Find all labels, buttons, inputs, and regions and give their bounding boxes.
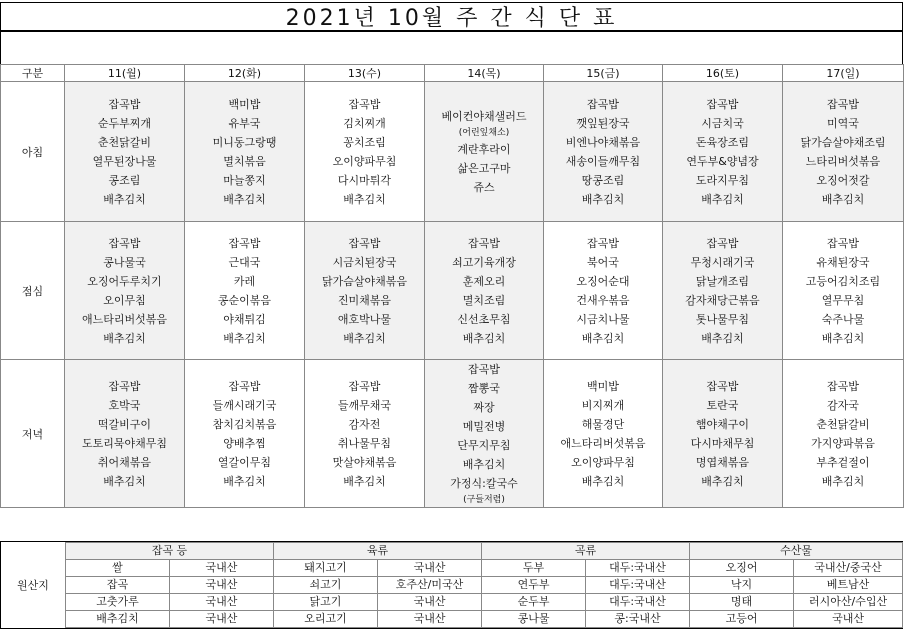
origin-group: 육류 (274, 543, 482, 560)
origin-item: 오리고기 (274, 611, 378, 628)
menu-item: 감자전 (348, 417, 381, 431)
origin-country: 대두:국내산 (586, 560, 690, 577)
menu-item: 배추김치 (701, 331, 744, 345)
menu-item: 열무무침 (821, 293, 865, 307)
meal-label: 아침 (1, 82, 65, 222)
menu-item: 햄야채구이 (695, 417, 750, 431)
origin-country: 국내산/중국산 (794, 560, 903, 577)
menu-item: 배추김치 (103, 192, 146, 206)
menu-item: 들깨시래기국 (212, 398, 277, 412)
menu-item: 잡곡밥 (348, 236, 381, 250)
meal-cell (425, 360, 544, 508)
menu-item: 콩나물국 (103, 255, 146, 269)
menu-item: 배추김치 (821, 192, 865, 206)
origin-country: 호주산/미국산 (378, 577, 482, 594)
header-category: 구분 (1, 65, 65, 82)
menu-item: 잡곡밥 (468, 236, 500, 250)
menu-item: 유채된장국 (816, 255, 870, 269)
origin-country: 국내산 (794, 611, 903, 628)
origin-item: 순두부 (482, 594, 586, 611)
origin-country: 국내산 (170, 611, 274, 628)
menu-item: 다시마튀각 (337, 173, 392, 187)
origin-group: 잡곡 등 (66, 543, 274, 560)
origin-item: 낙지 (690, 577, 794, 594)
menu-item: 새송이들깨무침 (565, 154, 641, 168)
meal-cell (65, 360, 185, 508)
menu-item: 가정식:칼국수 (450, 477, 518, 490)
meal-cell (544, 222, 663, 360)
header-day: 15(금) (544, 65, 663, 82)
menu-item: 잡곡밥 (108, 379, 141, 393)
meal-cell (544, 82, 663, 222)
origin-row (66, 594, 903, 611)
menu-item: 다시마채무침 (690, 436, 755, 450)
menu-item: 배추김치 (343, 474, 386, 488)
meal-cell (185, 360, 305, 508)
menu-item: 베이컨야채샐러드 (441, 109, 527, 123)
menu-item: 건새우볶음 (576, 293, 630, 307)
origin-item: 돼지고기 (274, 560, 378, 577)
menu-item: 떡갈비구이 (97, 417, 152, 431)
header-day: 17(일) (783, 65, 904, 82)
menu-item: 애호박나물 (337, 312, 392, 326)
menu-item: 잡곡밥 (706, 97, 739, 111)
menu-item: 잡곡밥 (827, 236, 859, 250)
menu-item: 고등어김치조림 (805, 274, 881, 288)
header-day: 13(수) (305, 65, 425, 82)
page-title: 2021년 10월 주 간 식 단 표 (0, 2, 903, 32)
origin-group-row (66, 543, 903, 560)
origin-item: 콩나물 (482, 611, 586, 628)
origin-item: 고춧가루 (66, 594, 170, 611)
meal-cell (305, 82, 425, 222)
menu-item: 잡곡밥 (348, 379, 381, 393)
menu-item: 배추김치 (701, 192, 744, 206)
menu-item: 메밀전병 (462, 420, 506, 433)
origin-country: 국내산 (170, 594, 274, 611)
meal-cell (185, 82, 305, 222)
menu-item: 시금치국 (701, 116, 744, 130)
menu-item: 배추김치 (223, 474, 266, 488)
origin-item: 두부 (482, 560, 586, 577)
meal-cell (663, 360, 783, 508)
menu-item: 짬뽕국 (468, 382, 500, 395)
menu-item: 짜장 (473, 401, 495, 414)
origin-item: 잡곡 (66, 577, 170, 594)
menu-item: 해물경단 (581, 417, 625, 431)
menu-item: 호박국 (108, 398, 141, 412)
menu-item: 연두부&양념장 (686, 154, 759, 168)
origin-group: 곡류 (482, 543, 690, 560)
origin-item: 쇠고기 (274, 577, 378, 594)
menu-item: 양배추찜 (223, 436, 266, 450)
menu-item: 배추김치 (103, 331, 146, 345)
origin-group: 수산물 (690, 543, 903, 560)
menu-item: 신선초무침 (457, 312, 511, 326)
origin-row (66, 611, 903, 628)
meal-cell (305, 222, 425, 360)
menu-item: 근대국 (228, 255, 261, 269)
menu-item: 쇠고기육개장 (452, 255, 516, 269)
meal-cell (185, 222, 305, 360)
menu-item: 잡곡밥 (108, 97, 141, 111)
origin-row (66, 560, 903, 577)
menu-item: 멸치조림 (462, 293, 506, 307)
meal-cell (425, 82, 544, 222)
menu-item: 배추김치 (581, 474, 625, 488)
menu-item: 오징어젓갈 (816, 173, 870, 187)
menu-item: 배추김치 (821, 474, 865, 488)
menu-item: 김치찌개 (343, 116, 386, 130)
menu-item: 들깨무채국 (337, 398, 392, 412)
menu-item: 배추김치 (581, 192, 625, 206)
menu-item: 닭가슴살야채볶음 (321, 274, 407, 288)
menu-item: 닭날개조림 (695, 274, 750, 288)
meal-cell (663, 222, 783, 360)
menu-item: 유부국 (228, 116, 261, 130)
origin-item: 닭고기 (274, 594, 378, 611)
origin-country: 국내산 (378, 611, 482, 628)
origin-row (66, 577, 903, 594)
menu-item: 백미밥 (587, 379, 619, 393)
menu-item: 맛살야채볶음 (332, 455, 397, 469)
menu-item: 잡곡밥 (468, 363, 500, 376)
menu-item: 무청시래기국 (690, 255, 755, 269)
menu-item: 배추김치 (462, 458, 506, 471)
menu-item: 배추김치 (343, 192, 386, 206)
menu-item: 순두부찌개 (97, 116, 152, 130)
menu-item: 야채튀김 (223, 312, 266, 326)
menu-item: 참치김치볶음 (212, 417, 277, 431)
menu-item: 애느타리버섯볶음 (81, 312, 167, 326)
menu-item: (어린잎채소) (458, 127, 510, 138)
origin-section (0, 541, 903, 629)
blank-row (0, 32, 903, 64)
menu-item: 멸치볶음 (223, 154, 266, 168)
origin-item: 쌀 (66, 560, 170, 577)
menu-item: 시금치나물 (576, 312, 630, 326)
origin-country: 국내산 (170, 577, 274, 594)
menu-item: 비엔나야채볶음 (565, 135, 641, 149)
weekly-menu-table (0, 64, 904, 508)
menu-item: 땅콩조림 (581, 173, 625, 187)
menu-item: 배추김치 (343, 331, 386, 345)
menu-item: 감자국 (827, 398, 859, 412)
menu-item: 열갈이무침 (217, 455, 272, 469)
origin-country: 국내산 (170, 560, 274, 577)
menu-item: 돈육장조림 (695, 135, 750, 149)
menu-item: 오징어두루치기 (87, 274, 162, 288)
meal-cell (544, 360, 663, 508)
origin-item: 연두부 (482, 577, 586, 594)
menu-item: 배추김치 (462, 331, 506, 345)
menu-item: (구들저렴) (463, 495, 505, 505)
menu-item: 도토리묵야채무침 (81, 436, 167, 450)
menu-item: 숙주나물 (821, 312, 865, 326)
menu-item: 쥬스 (473, 180, 495, 194)
header-row (1, 65, 904, 82)
menu-item: 단무지무침 (457, 439, 511, 452)
menu-item: 톳나물무침 (695, 312, 750, 326)
origin-item: 고등어 (690, 611, 794, 628)
menu-item: 잡곡밥 (706, 379, 739, 393)
menu-item: 가지양파볶음 (811, 436, 875, 450)
menu-item: 오징어순대 (576, 274, 630, 288)
menu-item: 잡곡밥 (587, 236, 619, 250)
origin-item: 배추김치 (66, 611, 170, 628)
origin-country: 국내산 (378, 560, 482, 577)
menu-item: 콩조림 (108, 173, 141, 187)
meal-row (1, 222, 904, 360)
origin-country: 대두:국내산 (586, 594, 690, 611)
header-day: 12(화) (185, 65, 305, 82)
meal-row (1, 360, 904, 508)
menu-item: 취어채볶음 (97, 455, 152, 469)
menu-item: 도라지무침 (695, 173, 750, 187)
menu-item: 배추김치 (701, 474, 744, 488)
menu-item: 애느타리버섯볶음 (560, 436, 646, 450)
menu-item: 배추김치 (581, 331, 625, 345)
menu-item: 배추김치 (821, 331, 865, 345)
menu-item: 계란후라이 (457, 142, 511, 156)
menu-item: 배추김치 (223, 331, 266, 345)
menu-item: 북어국 (587, 255, 619, 269)
meal-cell (663, 82, 783, 222)
menu-item: 잡곡밥 (228, 236, 261, 250)
menu-item: 훈제오리 (462, 274, 506, 288)
meal-row (1, 82, 904, 222)
menu-item: 콩순이볶음 (217, 293, 272, 307)
menu-item: 잡곡밥 (348, 97, 381, 111)
menu-item: 꽁치조림 (343, 135, 386, 149)
meal-cell (783, 360, 904, 508)
menu-item: 오이양파무침 (571, 455, 635, 469)
meal-cell (783, 82, 904, 222)
menu-item: 취나물무침 (337, 436, 392, 450)
origin-country: 국내산 (378, 594, 482, 611)
header-day: 14(목) (425, 65, 544, 82)
menu-item: 백미밥 (228, 97, 261, 111)
menu-item: 배추김치 (223, 192, 266, 206)
menu-item: 잡곡밥 (228, 379, 261, 393)
origin-country: 콩:국내산 (586, 611, 690, 628)
header-day: 11(월) (65, 65, 185, 82)
menu-item: 토란국 (706, 398, 739, 412)
menu-item: 명엽채볶음 (695, 455, 750, 469)
menu-item: 잡곡밥 (108, 236, 141, 250)
origin-item: 명태 (690, 594, 794, 611)
menu-item: 마늘쫑지 (223, 173, 266, 187)
meal-label: 저녁 (1, 360, 65, 508)
menu-item: 시금치된장국 (332, 255, 397, 269)
menu-item: 부추겉절이 (816, 455, 870, 469)
meal-cell (65, 82, 185, 222)
menu-item: 춘천닭갈비 (97, 135, 152, 149)
meal-cell (425, 222, 544, 360)
menu-item: 잡곡밥 (706, 236, 739, 250)
menu-item: 감자채당근볶음 (685, 293, 760, 307)
menu-item: 카레 (233, 274, 256, 288)
menu-item: 닭가슴살야채조림 (800, 135, 886, 149)
origin-table (65, 542, 903, 628)
menu-item: 비지찌개 (581, 398, 625, 412)
menu-item: 깻잎된장국 (576, 116, 630, 130)
origin-country: 베트남산 (794, 577, 903, 594)
meal-cell (305, 360, 425, 508)
menu-item: 오이양파무침 (332, 154, 397, 168)
menu-item: 열무된장나물 (92, 154, 157, 168)
meal-label: 점심 (1, 222, 65, 360)
menu-item: 삶은고구마 (457, 161, 511, 175)
menu-item: 느타리버섯볶음 (805, 154, 881, 168)
meal-cell (783, 222, 904, 360)
origin-label: 원산지 (1, 542, 66, 628)
menu-item: 배추김치 (103, 474, 146, 488)
menu-item: 미니동그랑땡 (212, 135, 277, 149)
origin-country: 대두:국내산 (586, 577, 690, 594)
meal-cell (65, 222, 185, 360)
menu-item: 잡곡밥 (827, 379, 859, 393)
menu-item: 잡곡밥 (827, 97, 859, 111)
header-day: 16(토) (663, 65, 783, 82)
origin-item: 오징어 (690, 560, 794, 577)
menu-item: 춘천닭갈비 (816, 417, 870, 431)
menu-item: 잡곡밥 (587, 97, 619, 111)
menu-item: 진미채볶음 (337, 293, 392, 307)
menu-item: 오이무침 (103, 293, 146, 307)
menu-item: 미역국 (827, 116, 859, 130)
origin-country: 러시아산/수입산 (794, 594, 903, 611)
